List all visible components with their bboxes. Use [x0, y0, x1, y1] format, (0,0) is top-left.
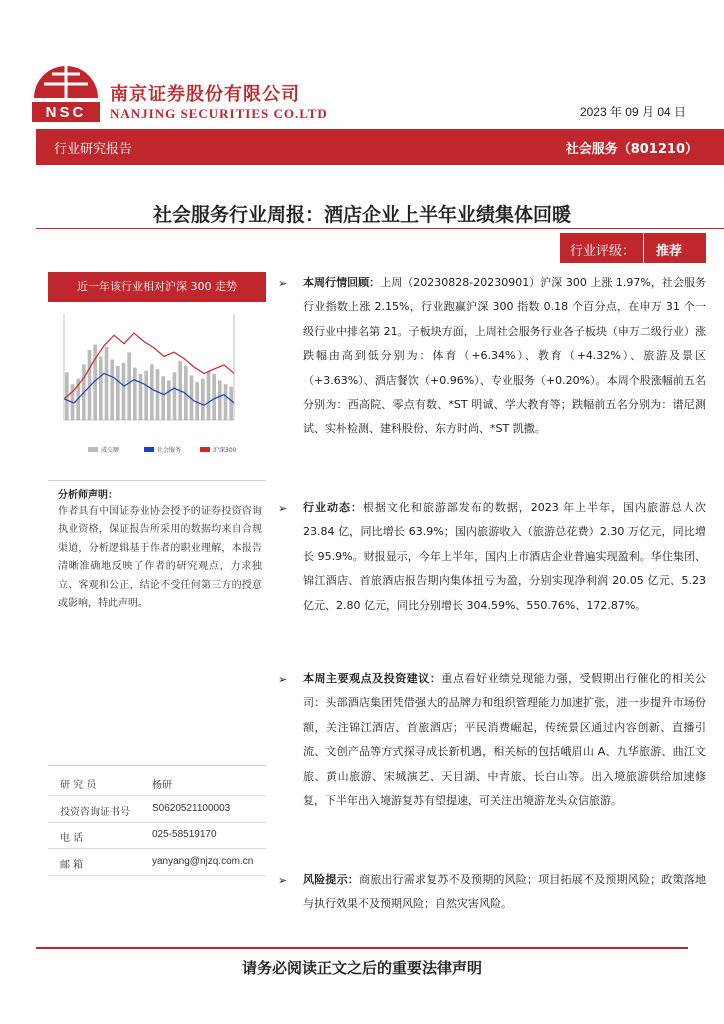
volume-bar	[133, 368, 137, 420]
legend-label: 沪深300	[213, 447, 237, 454]
volume-bar	[139, 374, 143, 420]
section-heading: 行业动态：	[303, 501, 363, 514]
volume-bar	[161, 376, 165, 420]
title-divider	[36, 228, 724, 229]
analyst-statement-text: 作者具有中国证券业协会授予的证券投资咨询执业资格，保证报告所采用的数据均来自合规渠道，分析逻辑基于作者的职业理解，本报告清晰准确地反映了作者的研究观点，力求独立、客观和公正，结论不受任何第三方的授意或影响，特此声明。	[58, 506, 262, 610]
volume-bar	[218, 380, 222, 420]
sidebar-divider	[48, 480, 266, 481]
contact-row-divider	[48, 822, 266, 823]
contact-label-email: 邮 箱	[60, 860, 84, 871]
contact-value-email[interactable]: yanyang@njzq.com.cn	[152, 856, 254, 867]
legend-label: 成交额	[101, 447, 120, 454]
volume-bar	[229, 387, 233, 420]
volume-bar	[212, 374, 216, 420]
contact-row-divider	[48, 875, 266, 876]
contact-label-researcher: 研 究 员	[60, 780, 97, 791]
industry-code: 社会服务（801210）	[565, 142, 698, 157]
volume-bar	[105, 347, 109, 420]
volume-bar	[224, 384, 228, 420]
rating-value: 推荐	[656, 244, 683, 259]
contact-row-divider	[48, 795, 266, 796]
volume-bar	[127, 352, 131, 420]
section-investment-advice	[303, 667, 706, 865]
legend-swatch	[144, 447, 154, 452]
volume-bar	[207, 372, 211, 420]
volume-bar	[122, 363, 126, 420]
report-date: 2023 年 09 月 04 日	[579, 105, 686, 119]
volume-bar	[195, 382, 199, 420]
company-logo	[30, 58, 102, 128]
bullet-icon: ➢	[278, 277, 288, 290]
section-industry-news	[303, 496, 706, 667]
relative-performance-chart	[48, 302, 266, 472]
logo-text: NSC	[45, 104, 87, 121]
section-text: 商旅出行需求复苏不及预期的风险；项目拓展不及预期风险；政策落地与执行效果不及预期风险；自然灾害风险。	[303, 873, 706, 911]
legal-notice: 请务必阅读正文之后的重要法律声明	[241, 959, 482, 977]
report-type: 行业研究报告	[54, 142, 133, 157]
contact-label-phone: 电 话	[60, 833, 84, 844]
volume-bar	[156, 369, 160, 420]
section-heading: 本周主要观点及投资建议：	[303, 672, 442, 685]
bullet-icon: ➢	[278, 874, 288, 887]
contact-label-certificate: 投资咨询证书号	[60, 807, 130, 818]
contact-value-researcher: 杨研	[152, 780, 172, 791]
section-heading: 本周行情回顾：	[303, 276, 381, 289]
bullet-icon: ➢	[278, 502, 288, 515]
contact-value-phone: 025-58519170	[152, 829, 217, 840]
contact-row-divider	[48, 848, 266, 849]
volume-bar	[173, 372, 177, 420]
footer-divider	[36, 947, 688, 949]
legend-label: 社会服务	[157, 447, 182, 454]
rating-label: 行业评级：	[570, 244, 636, 259]
section-text: 上周（20230828-20230901）沪深 300 上涨 1.97%，社会服务行业指数上涨 2.15%，行业跑赢沪深 300 指数 0.18 个百分点，在申万 31 个一级行业中排名第 21。子板块方面，上周社会服务行业各子板块（申万二级行业）涨跌幅由高到低分别为：体育（+6.34%）、教育（+4.32%）、旅游及景区（+3.63%）、酒店餐饮（+0.96%）、专业服务（+0.20%）。本周个股涨幅前五名分别为：西高院、零点有数、*ST 明诚、学大教育等；跌幅前五名分别为：谱尼测试、实朴检测、建科股份、东方时尚、*ST 凯撒。	[303, 276, 707, 436]
legend-swatch	[200, 447, 210, 452]
analyst-statement-title: 分析师声明：	[58, 490, 118, 501]
volume-bar	[110, 360, 114, 420]
company-name-cn: 南京证券股份有限公司	[110, 84, 300, 105]
section-market-review	[303, 271, 706, 493]
volume-bar	[167, 380, 171, 420]
volume-bar	[116, 366, 120, 420]
volume-bar	[99, 356, 103, 420]
section-risk-warning	[303, 868, 706, 920]
chart-title: 近一年该行业相对沪深 300 走势	[48, 272, 266, 302]
company-name-en: NANJING SECURITIES CO.LTD	[110, 106, 328, 121]
volume-bar	[150, 364, 154, 420]
volume-bar	[144, 371, 148, 420]
volume-bar	[201, 379, 205, 420]
rating-separator	[643, 233, 644, 263]
contact-divider	[48, 765, 266, 766]
rating-badge	[560, 233, 706, 263]
contact-value-certificate: S0620521100003	[152, 803, 231, 814]
section-text: 根据文化和旅游部发布的数据，2023 年上半年，国内旅游总人次 23.84 亿，同比增长 63.9%；国内旅游收入（旅游总花费）2.30 万亿元，同比增长 95.9%。财报显示，今年上半年，国内上市酒店企业普遍实现盈利。华住集团、锦江酒店、首旅酒店报告期内集体扭亏为盈，分别实现净利润 20.05 亿元、5.23 亿元、2.80 亿元，同比分别增长 304.59%、550.76%、172.87%。	[303, 501, 706, 612]
legend-swatch	[88, 447, 98, 452]
bullet-icon: ➢	[278, 673, 288, 686]
report-title: 社会服务行业周报：酒店企业上半年业绩集体回暖	[152, 204, 571, 226]
section-text: 重点看好业绩兑现能力强，受假期出行催化的相关公司：头部酒店集团凭借强大的品牌力和组织管理能力加速扩张，进一步提升市场份额，关注锦江酒店、首旅酒店；平民消费崛起，传统景区通过内容创新、直播引流、文创产品等方式探寻成长新机遇，相关标的包括峨眉山 A、九华旅游、曲江文旅、黄山旅游、宋城演艺、天目湖、中青旅、长白山等。出入境旅游供给加速修复，下半年出入境游复苏有望提速，可关注出境游龙头众信旅游。	[303, 672, 707, 808]
section-heading: 风险提示：	[303, 873, 359, 886]
